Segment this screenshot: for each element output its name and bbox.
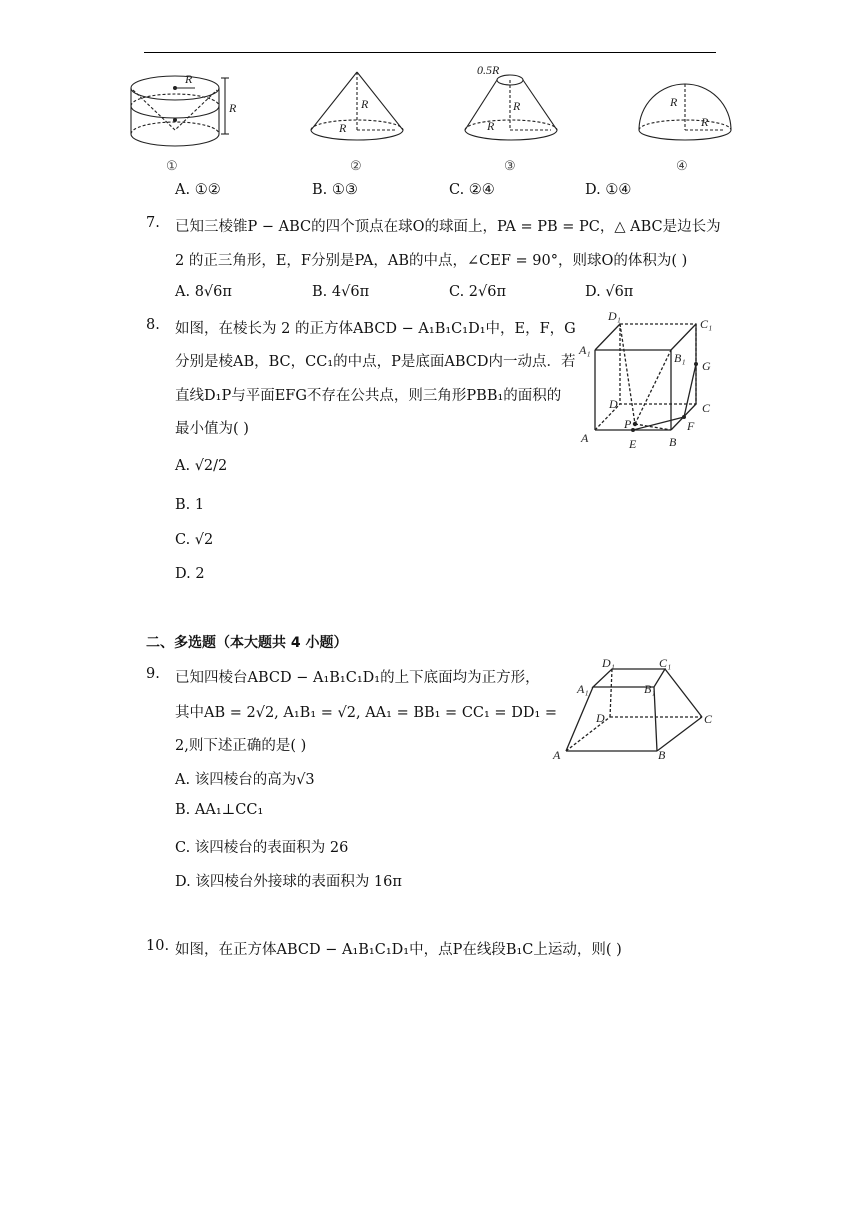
cube-label-g: G (702, 359, 711, 373)
fig1-label-height: R (229, 101, 237, 115)
q7-option-d: D. √6π (585, 284, 634, 300)
frustum-label-d: D (596, 711, 605, 725)
q7-option-a: A. 8√6π (175, 284, 232, 300)
q7-option-b: B. 4√6π (312, 284, 370, 300)
cube-label-e: E (629, 437, 637, 451)
cube-label-a1: A₁ (579, 343, 591, 357)
q7-option-c: C. 2√6π (449, 284, 507, 300)
q8-option-d: D. 2 (175, 566, 205, 582)
q8-line1: 如图，在棱长为 2 的正方体ABCD − A₁B₁C₁D₁中，E，F，G (175, 321, 576, 337)
q10-number: 10. (146, 938, 170, 954)
q9-option-a: A. 该四棱台的高为√3 (175, 772, 315, 788)
q8-option-b: B. 1 (175, 497, 205, 513)
fig4-label-height: R (670, 95, 678, 109)
frustum-figure (552, 655, 722, 763)
frustum-label-b1: B₁ (644, 682, 656, 696)
frustum-label-c1: C₁ (659, 656, 672, 670)
cube-label-d1: D₁ (608, 309, 621, 323)
q8-number: 8. (146, 317, 160, 333)
fig3-label-radius: R (487, 119, 495, 133)
caption-2: ② (350, 159, 362, 174)
q9-line1: 已知四棱台ABCD − A₁B₁C₁D₁的上下底面均为正方形， (175, 670, 540, 686)
q7-number: 7. (146, 215, 160, 231)
q8-option-c: C. √2 (175, 532, 214, 548)
solids-figure (125, 60, 745, 180)
header-rule (144, 52, 716, 53)
cube-figure (575, 308, 725, 456)
cube-label-p: P (624, 417, 632, 431)
frustum-label-a: A (553, 748, 561, 762)
fig1-label-top: R (185, 72, 193, 86)
q10-text: 如图，在正方体ABCD − A₁B₁C₁D₁中，点P在线段B₁C上运动，则( ) (175, 942, 622, 958)
q9-line2: 其中AB = 2√2, A₁B₁ = √2, AA₁ = BB₁ = CC₁ = DD₁ = (175, 705, 558, 721)
q7-line1: 已知三棱锥P − ABC的四个顶点在球O的球面上，PA = PB = PC，△ ABC是边长为 (175, 219, 721, 235)
caption-1: ① (166, 159, 178, 174)
frustum-label-b: B (658, 748, 666, 762)
q9-option-b: B. AA₁⊥CC₁ (175, 802, 264, 818)
q7-line2: 2 的正三角形，E，F分别是PA，AB的中点，∠CEF = 90°，则球O的体积为( ) (175, 253, 688, 269)
q9-option-d: D. 该四棱台外接球的表面积为 16π (175, 874, 402, 890)
frustum-label-c: C (704, 712, 713, 726)
q8-option-a: A. √2/2 (175, 458, 228, 474)
cube-label-b1: B₁ (674, 351, 686, 365)
q9-line3: 2,则下述正确的是( ) (175, 738, 307, 754)
frustum-label-d1: D₁ (602, 656, 615, 670)
caption-4: ④ (676, 159, 688, 174)
q6-option-b: B. ①③ (312, 182, 358, 198)
fig4-label-radius: R (701, 115, 709, 129)
section-heading: 二、多选题（本大题共 4 小题） (146, 635, 348, 651)
q8-line2: 分别是棱AB，BC，CC₁的中点，P是底面ABCD内一动点．若 (175, 354, 576, 370)
cube-label-c: C (702, 401, 711, 415)
q6-option-c: C. ②④ (449, 182, 495, 198)
q6-option-a: A. ①② (175, 182, 221, 198)
q9-number: 9. (146, 666, 160, 682)
caption-3: ③ (504, 159, 516, 174)
fig2-label-radius: R (339, 121, 347, 135)
frustum-label-a1: A₁ (577, 682, 589, 696)
q6-option-d: D. ①④ (585, 182, 632, 198)
q8-line3: 直线D₁P与平面EFG不存在公共点，则三角形PBB₁的面积的 (175, 388, 562, 404)
fig3-label-height: R (513, 99, 521, 113)
cube-label-d: D (609, 397, 618, 411)
cube-label-b: B (669, 435, 677, 449)
q9-option-c: C. 该四棱台的表面积为 26 (175, 840, 349, 856)
fig2-label-height: R (361, 97, 369, 111)
cube-label-f: F (687, 419, 695, 433)
cube-label-a: A (581, 431, 589, 445)
q8-line4: 最小值为( ) (175, 421, 249, 437)
cube-label-c1: C₁ (700, 317, 713, 331)
fig3-label-top: 0.5R (477, 63, 500, 77)
